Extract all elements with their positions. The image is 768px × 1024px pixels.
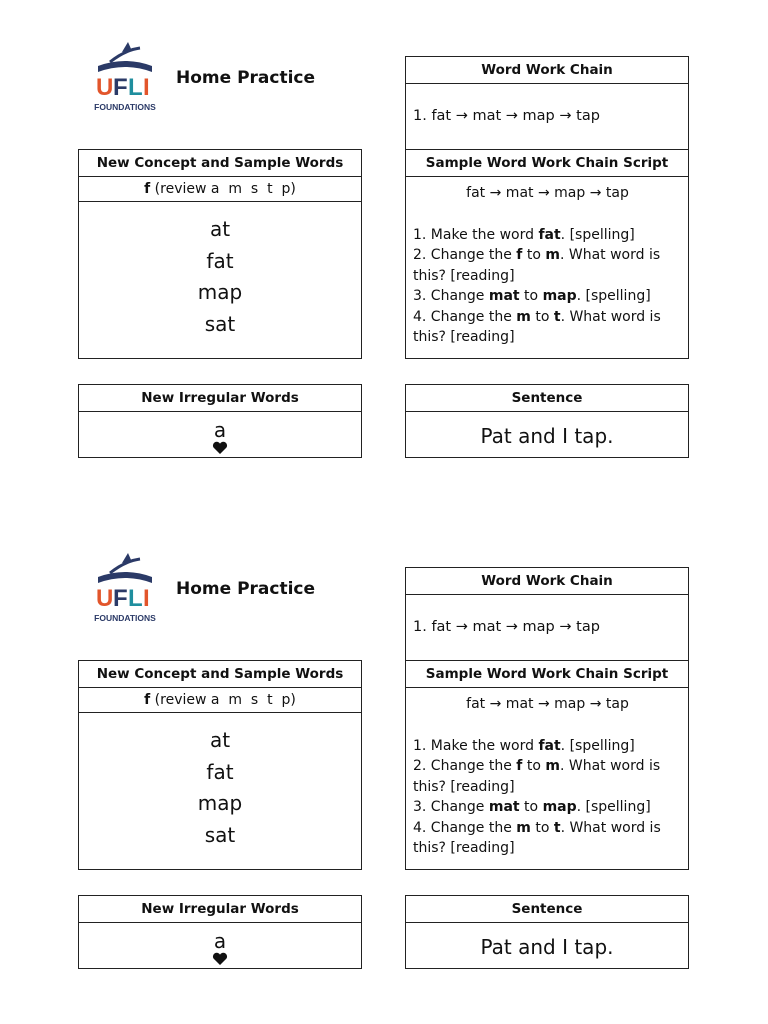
irregular-words-header: New Irregular Words <box>79 896 361 923</box>
sample-words <box>79 713 361 851</box>
chain-script-header: Sample Word Work Chain Script <box>406 150 688 177</box>
word-work-chain-header: Word Work Chain <box>406 57 688 84</box>
script-step-3: 3. Change mat to map. [spelling] <box>413 799 651 815</box>
word-work-chain-box <box>405 567 689 661</box>
irregular-word: a <box>213 929 227 953</box>
script-step-1: 1. Make the word fat. [spelling] <box>413 226 635 243</box>
sentence-header: Sentence <box>406 896 688 923</box>
focus-letter: f <box>144 181 151 197</box>
word-work-chain-box <box>405 56 689 150</box>
word-work-chain-text: 1. fat → mat → map → tap <box>413 108 600 124</box>
sentence-header: Sentence <box>406 385 688 412</box>
heart-icon <box>212 952 228 966</box>
chain-script-body <box>406 177 688 348</box>
new-concept-header: New Concept and Sample Words <box>79 150 361 177</box>
word-work-chain-text: 1. fat → mat → map → tap <box>413 619 600 635</box>
heart-icon <box>212 441 228 455</box>
script-step-4: 4. Change the m to t. What word is this? [reading] <box>413 308 661 345</box>
irregular-word-cell <box>79 412 361 455</box>
concept-focus <box>79 177 361 202</box>
sentence-box <box>405 895 689 969</box>
sample-word: sat <box>204 822 236 847</box>
chain-script-chain: fat → mat → map → tap <box>466 696 629 712</box>
focus-letter: f <box>144 692 151 708</box>
irregular-word-cell <box>79 923 361 966</box>
sample-word: at <box>209 217 231 241</box>
script-step-2: 2. Change the f to m. What word is this? [reading] <box>413 247 661 284</box>
ufli-logo <box>92 551 158 627</box>
sample-words <box>79 202 361 340</box>
ufli-logo <box>92 40 158 116</box>
svg-text:L: L <box>128 585 143 612</box>
practice-sheet <box>0 511 768 1022</box>
page-title: Home Practice <box>176 579 316 599</box>
irregular-words-box <box>78 384 362 458</box>
chain-script-box <box>405 149 689 359</box>
irregular-word: a <box>213 418 227 442</box>
sentence-text: Pat and I tap. <box>480 424 614 448</box>
svg-text:U: U <box>96 74 114 101</box>
concept-focus <box>79 688 361 713</box>
sample-word: fat <box>206 759 234 784</box>
svg-text:F: F <box>113 74 128 101</box>
new-concept-box <box>78 149 362 359</box>
page-title: Home Practice <box>176 68 316 88</box>
script-step-4: 4. Change the m to t. What word is this? [reading] <box>413 819 661 856</box>
review-letters: (review a m s t p) <box>150 181 296 197</box>
svg-text:L: L <box>128 74 143 101</box>
irregular-words-header: New Irregular Words <box>79 385 361 412</box>
chain-script-body <box>406 688 688 859</box>
svg-text:FOUNDATIONS: FOUNDATIONS <box>94 613 156 623</box>
sample-word: map <box>197 791 243 815</box>
script-step-3: 3. Change mat to map. [spelling] <box>413 288 651 304</box>
svg-text:I: I <box>143 585 150 612</box>
svg-text:F: F <box>113 585 128 612</box>
review-letters: (review a m s t p) <box>150 692 296 708</box>
sample-word: sat <box>204 311 236 336</box>
chain-script-chain: fat → mat → map → tap <box>466 185 629 201</box>
sentence-text: Pat and I tap. <box>480 935 614 959</box>
word-work-chain-header: Word Work Chain <box>406 568 688 595</box>
practice-sheet <box>0 0 768 511</box>
sample-word: fat <box>206 248 234 273</box>
new-concept-box <box>78 660 362 870</box>
svg-text:I: I <box>143 74 150 101</box>
sample-word: map <box>197 280 243 304</box>
irregular-words-box <box>78 895 362 969</box>
chain-script-box <box>405 660 689 870</box>
script-step-2: 2. Change the f to m. What word is this? [reading] <box>413 758 661 795</box>
svg-text:U: U <box>96 585 114 612</box>
sentence-box <box>405 384 689 458</box>
svg-text:FOUNDATIONS: FOUNDATIONS <box>94 102 156 112</box>
sample-word: at <box>209 728 231 752</box>
new-concept-header: New Concept and Sample Words <box>79 661 361 688</box>
script-step-1: 1. Make the word fat. [spelling] <box>413 737 635 754</box>
chain-script-header: Sample Word Work Chain Script <box>406 661 688 688</box>
